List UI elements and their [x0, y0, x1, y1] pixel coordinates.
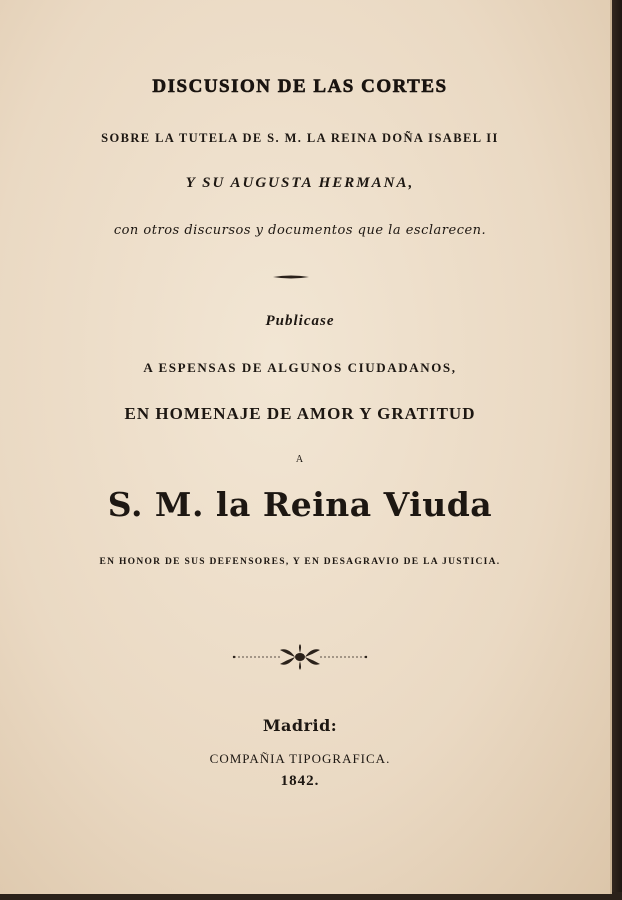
dedicatee: S. M. la Reina Viuda [107, 485, 493, 524]
heading: DISCUSION DE LAS CORTES [152, 76, 448, 97]
place: Madrid: [262, 716, 338, 735]
dash-ornament [273, 275, 309, 279]
subheading-2: Y SU AUGUSTA HERMANA, [185, 175, 415, 191]
funding-note: A ESPENSAS DE ALGUNOS CIUDADANOS, [143, 360, 457, 375]
to-line: A [295, 454, 305, 465]
floral-ornament [232, 644, 368, 670]
honor-line: EN HONOR DE SUS DEFENSORES, Y EN DESAGRAVIO DE LA JUSTICIA. [99, 557, 501, 567]
year: 1842. [280, 773, 320, 789]
printer: COMPAÑIA TIPOGRAFICA. [209, 751, 391, 766]
subheading: SOBRE LA TUTELA DE S. M. LA REINA DOÑA ISABEL II [101, 131, 499, 145]
description: con otros discursos y documentos que la esclarecen. [113, 223, 487, 238]
homage-line: EN HOMENAJE DE AMOR Y GRATITUD [124, 404, 476, 423]
publisher-note: Publicase [265, 313, 335, 329]
